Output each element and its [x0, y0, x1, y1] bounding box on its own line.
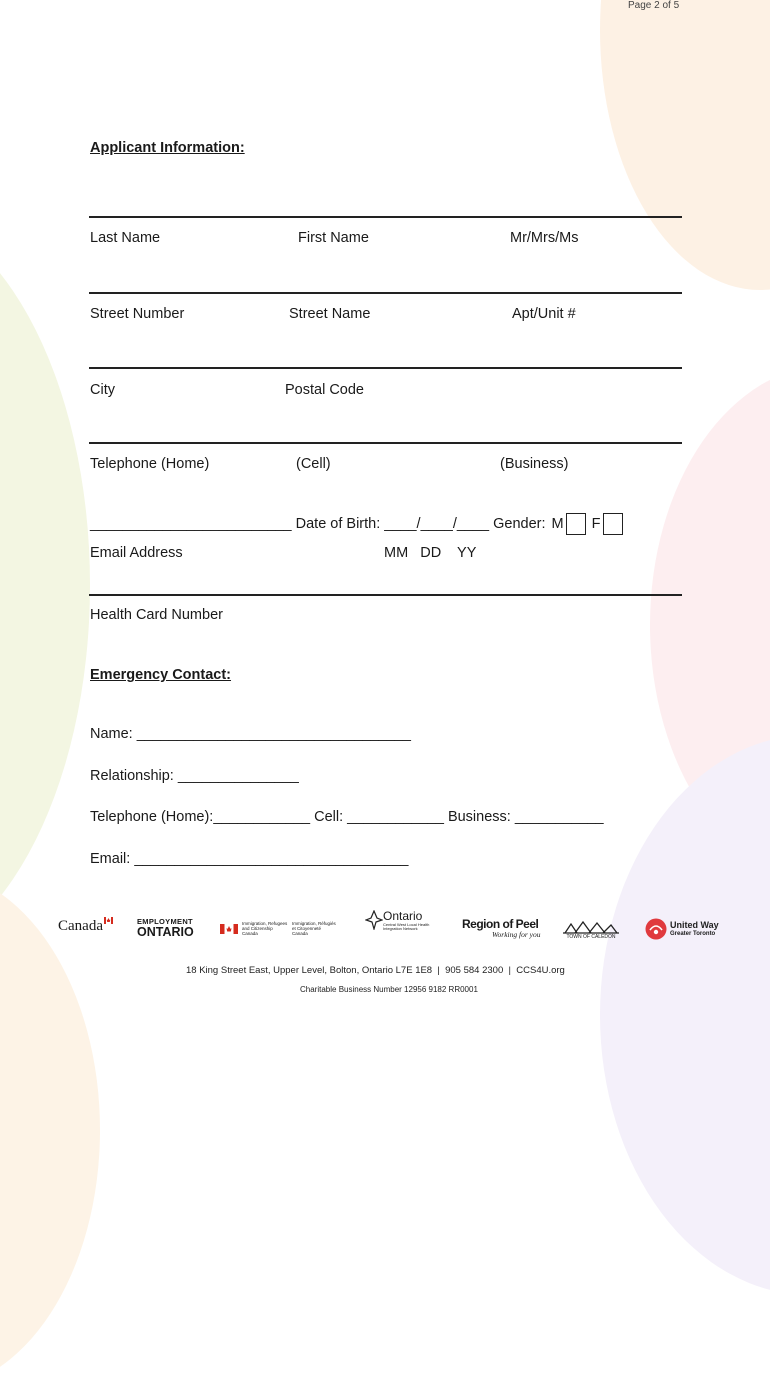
region-of-peel-logo: Region of Peel Working for you [462, 917, 541, 939]
united-way-logo: United Way Greater Toronto [645, 918, 719, 940]
cell-label: (Cell) [296, 456, 331, 472]
footer-address: 18 King Street East, Upper Level, Bolton, Ontario L7E 1E8 | 905 584 2300 | CCS4U.org [186, 965, 565, 976]
gender-m-checkbox[interactable] [566, 513, 586, 535]
street-number-label: Street Number [90, 306, 185, 322]
canada-flag-icon [220, 924, 238, 934]
gender-f-label: F [591, 516, 601, 532]
email-dob-line: _________________________ Date of Birth: ____/____/____ Gender: [90, 516, 546, 532]
title-label: Mr/Mrs/Ms [510, 230, 579, 246]
ircc-logo: Immigration, Refugees and Citizenship Canada Immigration, Réfugiés et Citoyenneté Canada [220, 922, 338, 937]
gender-m-label: M [551, 516, 564, 532]
canada-flag-icon [104, 917, 113, 924]
charity-number: Charitable Business Number 12956 9182 RR0001 [300, 985, 478, 994]
health-card-label: Health Card Number [90, 607, 223, 623]
united-way-icon [645, 918, 667, 940]
postal-code-label: Postal Code [285, 382, 364, 398]
emergency-name-field: Name: __________________________________ [90, 726, 411, 742]
emergency-telephone-field: Telephone (Home):____________ Cell: ____________ Business: ___________ [90, 809, 604, 825]
divider [89, 216, 682, 218]
divider [89, 292, 682, 294]
gender-f-checkbox[interactable] [603, 513, 623, 535]
dob-gender-row [90, 513, 629, 535]
canada-logo: Canada [58, 918, 113, 935]
employment-ontario-logo: EMPLOYMENT ONTARIO [137, 917, 194, 939]
caledon-skyline-icon [563, 920, 619, 934]
emergency-relationship-field: Relationship: _______________ [90, 768, 299, 784]
first-name-label: First Name [298, 230, 369, 246]
city-label: City [90, 382, 115, 398]
date-format-hint: MM DD YY [384, 545, 477, 561]
page-number: Page 2 of 5 [628, 0, 680, 11]
trillium-icon [365, 910, 383, 930]
town-of-caledon-logo: TOWN OF CALEDON [563, 920, 619, 940]
street-name-label: Street Name [289, 306, 371, 322]
divider [89, 367, 682, 369]
emergency-email-field: Email: __________________________________ [90, 851, 409, 867]
ontario-lhin-logo: Ontario Central West Local Health Integration Network [365, 910, 445, 931]
divider [89, 442, 682, 444]
last-name-label: Last Name [90, 230, 161, 246]
email-address-label: Email Address [90, 545, 183, 561]
apt-unit-label: Apt/Unit # [512, 306, 576, 322]
divider [89, 594, 682, 596]
applicant-heading: Applicant Information: [90, 140, 245, 156]
business-label: (Business) [500, 456, 569, 472]
emergency-heading: Emergency Contact: [90, 667, 232, 683]
telephone-home-label: Telephone (Home) [90, 456, 210, 472]
